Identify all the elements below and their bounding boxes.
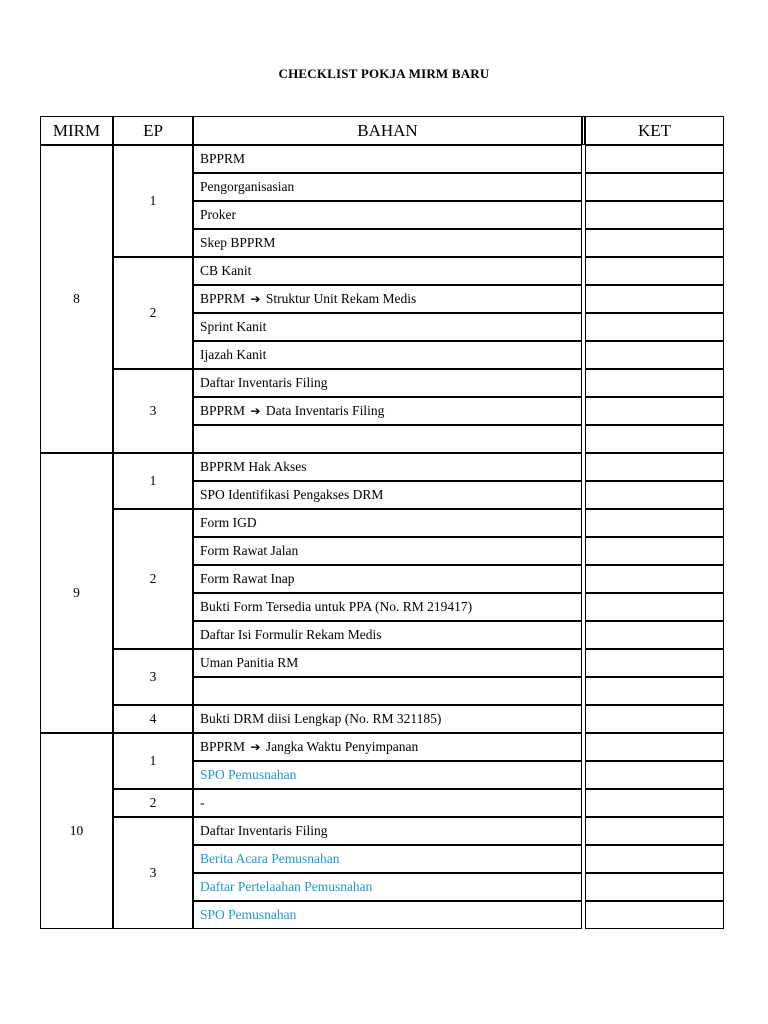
ep-cell: 2 — [113, 789, 193, 817]
bahan-cell — [193, 201, 582, 229]
ket-cell[interactable] — [585, 229, 724, 257]
table-row — [40, 369, 724, 397]
table-row — [40, 705, 724, 733]
ket-cell[interactable] — [585, 173, 724, 201]
ket-cell[interactable] — [585, 509, 724, 537]
bahan-text: Form IGD — [200, 515, 257, 530]
table-row — [40, 453, 724, 481]
document-title: CHECKLIST POKJA MIRM BARU — [278, 66, 490, 81]
bahan-cell — [193, 509, 582, 537]
checklist-body — [40, 145, 724, 929]
ket-cell[interactable] — [585, 481, 724, 509]
bahan-text: SPO Identifikasi Pengakses DRM — [200, 487, 384, 502]
arrow-right-icon: ➔ — [250, 404, 261, 418]
ep-cell: 1 — [113, 733, 193, 789]
mirm-cell: 10 — [40, 733, 113, 929]
ket-cell[interactable] — [585, 761, 724, 789]
bahan-text: Skep BPPRM — [200, 235, 276, 250]
bahan-text[interactable]: SPO Pemusnahan — [200, 907, 297, 922]
bahan-text: Bukti DRM diisi Lengkap (No. RM 321185) — [200, 711, 442, 726]
ket-cell[interactable] — [585, 593, 724, 621]
ket-cell[interactable] — [585, 201, 724, 229]
bahan-cell — [193, 901, 582, 929]
ket-cell[interactable] — [585, 901, 724, 929]
ket-cell[interactable] — [585, 817, 724, 845]
ep-cell: 2 — [113, 509, 193, 649]
table-row — [40, 733, 724, 761]
ep-cell: 2 — [113, 257, 193, 369]
bahan-text: Bukti Form Tersedia untuk PPA (No. RM 219417) — [200, 599, 473, 614]
bahan-cell — [193, 341, 582, 369]
checklist-table — [40, 116, 724, 929]
bahan-cell — [193, 425, 582, 453]
table-row — [40, 145, 724, 173]
ket-cell[interactable] — [585, 257, 724, 285]
bahan-cell — [193, 313, 582, 341]
bahan-text: Sprint Kanit — [200, 319, 267, 334]
bahan-text: Daftar Inventaris Filing — [200, 375, 328, 390]
ket-cell[interactable] — [585, 425, 724, 453]
ket-cell[interactable] — [585, 397, 724, 425]
bahan-cell — [193, 705, 582, 733]
bahan-text: Pengorganisasian — [200, 179, 295, 194]
header-bahan: BAHAN — [193, 116, 582, 145]
header-ket: KET — [585, 116, 724, 145]
bahan-cell — [193, 817, 582, 845]
ket-cell[interactable] — [585, 565, 724, 593]
header-row — [40, 116, 724, 145]
table-row — [40, 789, 724, 817]
table-row — [40, 257, 724, 285]
bahan-cell — [193, 145, 582, 173]
bahan-cell — [193, 285, 582, 313]
bahan-cell — [193, 397, 582, 425]
bahan-cell — [193, 593, 582, 621]
ket-cell[interactable] — [585, 369, 724, 397]
bahan-text[interactable]: Berita Acara Pemusnahan — [200, 851, 340, 866]
ep-cell: 3 — [113, 649, 193, 705]
bahan-cell — [193, 677, 582, 705]
bahan-text: Form Rawat Jalan — [200, 543, 299, 558]
bahan-text: BPPRM Hak Akses — [200, 459, 307, 474]
bahan-cell — [193, 537, 582, 565]
bahan-text: Daftar Isi Formulir Rekam Medis — [200, 627, 382, 642]
bahan-text: Form Rawat Inap — [200, 571, 295, 586]
bahan-text: - — [200, 795, 205, 810]
ep-cell: 4 — [113, 705, 193, 733]
ket-cell[interactable] — [585, 677, 724, 705]
ket-cell[interactable] — [585, 145, 724, 173]
bahan-cell — [193, 789, 582, 817]
bahan-text: Uman Panitia RM — [200, 655, 299, 670]
bahan-text-continued: Struktur Unit Rekam Medis — [265, 291, 417, 306]
ket-cell[interactable] — [585, 705, 724, 733]
bahan-cell — [193, 453, 582, 481]
ket-cell[interactable] — [585, 649, 724, 677]
ket-cell[interactable] — [585, 733, 724, 761]
bahan-text: BPPRM — [200, 403, 246, 418]
bahan-cell — [193, 845, 582, 873]
ket-cell[interactable] — [585, 845, 724, 873]
ket-cell[interactable] — [585, 453, 724, 481]
ket-cell[interactable] — [585, 285, 724, 313]
table-row — [40, 649, 724, 677]
header-ep: EP — [113, 116, 193, 145]
mirm-cell: 8 — [40, 145, 113, 453]
bahan-cell — [193, 565, 582, 593]
ket-cell[interactable] — [585, 789, 724, 817]
bahan-cell — [193, 733, 582, 761]
bahan-text-continued: Data Inventaris Filing — [265, 403, 385, 418]
bahan-cell — [193, 369, 582, 397]
ep-cell: 3 — [113, 369, 193, 453]
bahan-text: CB Kanit — [200, 263, 252, 278]
bahan-text-continued: Jangka Waktu Penyimpanan — [265, 739, 419, 754]
bahan-cell — [193, 649, 582, 677]
ket-cell[interactable] — [585, 537, 724, 565]
bahan-cell — [193, 761, 582, 789]
bahan-text: BPPRM — [200, 739, 246, 754]
bahan-cell — [193, 257, 582, 285]
ket-cell[interactable] — [585, 313, 724, 341]
bahan-cell — [193, 621, 582, 649]
bahan-cell — [193, 481, 582, 509]
arrow-right-icon: ➔ — [250, 740, 261, 754]
arrow-right-icon: ➔ — [250, 292, 261, 306]
mirm-cell: 9 — [40, 453, 113, 733]
bahan-text: Proker — [200, 207, 236, 222]
table-row — [40, 817, 724, 845]
ep-cell: 1 — [113, 453, 193, 509]
ket-cell[interactable] — [585, 341, 724, 369]
ep-cell: 1 — [113, 145, 193, 257]
bahan-text[interactable]: SPO Pemusnahan — [200, 767, 297, 782]
bahan-cell — [193, 173, 582, 201]
ket-cell[interactable] — [585, 873, 724, 901]
bahan-text: Ijazah Kanit — [200, 347, 267, 362]
ep-cell: 3 — [113, 817, 193, 929]
bahan-text: BPPRM — [200, 151, 246, 166]
bahan-text: BPPRM — [200, 291, 246, 306]
bahan-cell — [193, 873, 582, 901]
bahan-text[interactable]: Daftar Pertelaahan Pemusnahan — [200, 879, 373, 894]
ket-cell[interactable] — [585, 621, 724, 649]
table-row — [40, 509, 724, 537]
header-mirm: MIRM — [40, 116, 113, 145]
bahan-text: Daftar Inventaris Filing — [200, 823, 328, 838]
bahan-cell — [193, 229, 582, 257]
